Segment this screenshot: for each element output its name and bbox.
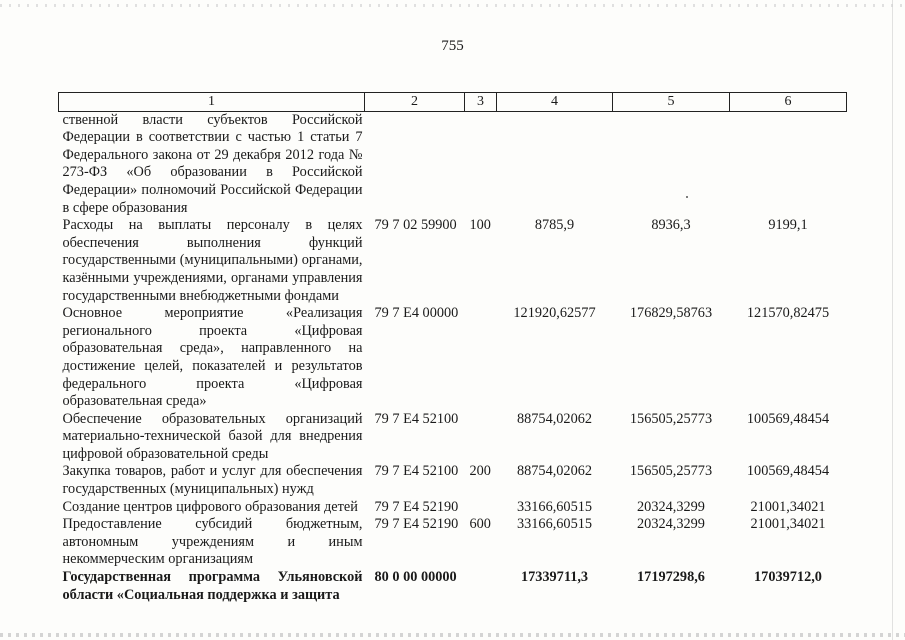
row-value-year3: 100569,48454: [746, 463, 830, 480]
row-name: Государственная программа Ульяновской области «Социальная поддержка и защита: [62, 569, 363, 603]
row-value-year1: 33166,60515: [516, 498, 593, 515]
row-expense-type: 600: [469, 516, 491, 533]
row-value-year2: [613, 111, 730, 217]
row-value-year3: 17039712,0: [754, 569, 822, 586]
row-expense-type: [465, 305, 497, 411]
row-value-year1: 121920,62577: [513, 305, 596, 322]
header-col-6: 6: [730, 93, 847, 112]
row-code: 79 7 E4 52190: [374, 498, 459, 515]
header-col-5: 5: [613, 93, 730, 112]
budget-table: [58, 92, 847, 604]
row-expense-type: 200: [469, 463, 491, 480]
row-expense-type: 100: [469, 217, 491, 234]
row-name: Создание центров цифрового образования детей: [62, 498, 358, 515]
row-expense-type: [465, 569, 497, 604]
table-row: [59, 411, 847, 464]
row-name: Предоставление субсидий бюджетным, автономным учреждениям и иным некоммерческим организациям: [62, 516, 363, 568]
row-code: 79 7 E4 52190: [374, 516, 459, 533]
row-expense-type: [465, 499, 497, 517]
table-row: [59, 516, 847, 569]
row-code: 79 7 E4 52100: [374, 410, 459, 427]
header-row: [59, 93, 847, 112]
row-value-year3: 21001,34021: [750, 498, 826, 515]
row-value-year3: 21001,34021: [750, 516, 826, 533]
table-row: [59, 217, 847, 305]
scan-edge-top: [0, 4, 905, 7]
row-value-year3: [730, 111, 847, 217]
row-value-year2: 20324,3299: [637, 498, 705, 515]
header-col-2: 2: [365, 93, 465, 112]
scan-edge-bottom: [0, 633, 905, 637]
header-col-4: 4: [497, 93, 613, 112]
row-code: 79 7 E4 52100: [374, 463, 459, 480]
header-col-1: 1: [59, 93, 365, 112]
row-code: 80 0 00 00000: [374, 569, 457, 586]
row-value-year2: 156505,25773: [629, 463, 713, 480]
row-value-year2: 17197298,6: [637, 569, 705, 586]
scan-edge-right: [892, 0, 893, 640]
row-value-year2: 8936,3: [651, 217, 691, 234]
row-value-year1: [497, 111, 613, 217]
row-name: ственной власти субъектов Российской Федерации в соответствии с частью 1 статьи 7 Федерального закона от 29 декабря 2012 года № 273-ФЗ «Об образовании в Российской Федерации» полномочий Российской Федерации в сфере образования: [62, 111, 363, 216]
row-code: 79 7 02 59900: [374, 217, 457, 234]
row-value-year1: 8785,9: [534, 217, 575, 234]
row-code: [365, 111, 465, 217]
table-row: [59, 111, 847, 217]
row-value-year2: 20324,3299: [637, 516, 705, 533]
row-name: Расходы на выплаты персоналу в целях обеспечения выполнения функций государственными (муниципальными) органами, казёнными учреждениями, органами управления государственными внебюджетными фондами: [62, 217, 363, 304]
header-col-3: 3: [465, 93, 497, 112]
row-value-year3: 9199,1: [768, 217, 808, 234]
row-value-year3: 100569,48454: [746, 410, 830, 427]
row-name: Закупка товаров, работ и услуг для обеспечения государственных (муниципальных) нужд: [62, 463, 363, 498]
table-row: [59, 499, 847, 517]
table-row: [59, 305, 847, 411]
table-row: [59, 569, 847, 604]
row-value-year3: 121570,82475: [746, 305, 830, 322]
row-name: Основное мероприятие «Реализация регионального проекта «Цифровая образовательная среда», направленного на достижение целей, показателей и результатов федерального проекта «Цифровая образовательная среда»: [62, 305, 363, 410]
row-code: 79 7 E4 00000: [374, 305, 459, 322]
table-body: [59, 111, 847, 604]
row-value-year1: 88754,02062: [516, 463, 593, 480]
row-expense-type: [465, 111, 497, 217]
row-name: Обеспечение образовательных организаций материально-технической базой для внедрения цифровой образовательной среды: [62, 410, 363, 462]
row-value-year1: 88754,02062: [516, 410, 593, 427]
scan-speck: [686, 196, 688, 198]
row-value-year2: 176829,58763: [629, 305, 713, 322]
page-number: 755: [441, 38, 464, 54]
table-row: [59, 463, 847, 498]
row-value-year2: 156505,25773: [629, 410, 713, 427]
row-value-year1: 33166,60515: [516, 516, 593, 533]
row-expense-type: [465, 411, 497, 464]
row-value-year1: 17339711,3: [520, 569, 589, 586]
